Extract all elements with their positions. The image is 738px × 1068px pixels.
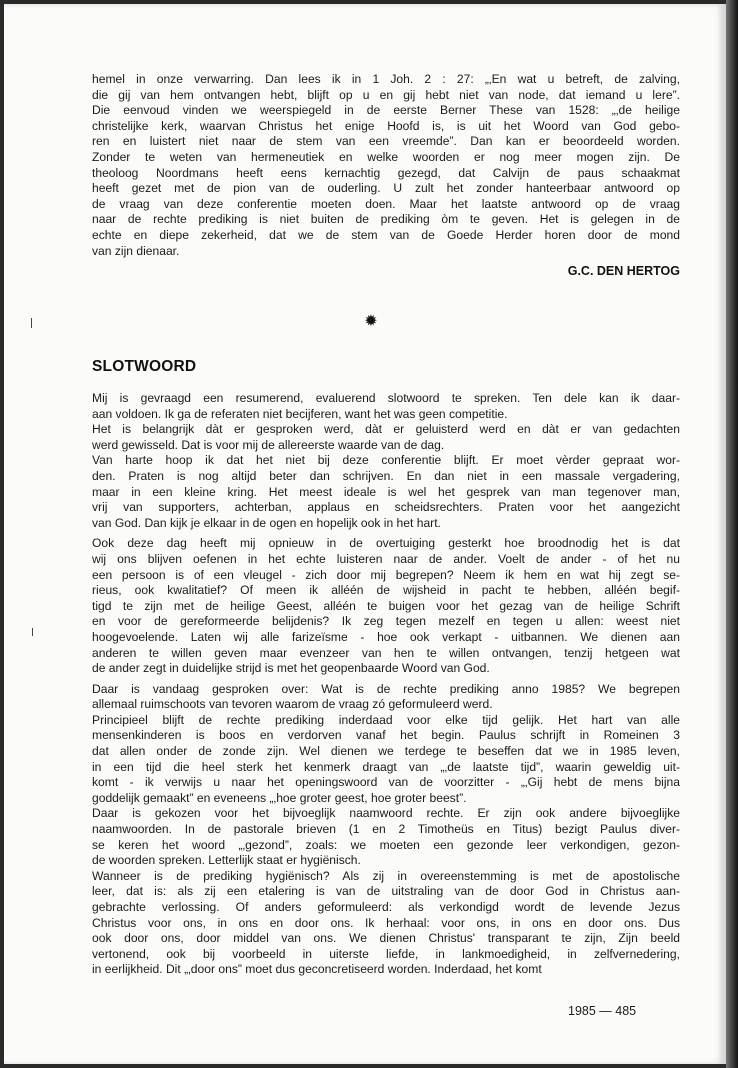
text-line: van zijn dienaar. [92, 243, 180, 258]
paragraph [92, 536, 680, 676]
text-line: Daar is gekozen voor het bijvoeglijk naamwoord rechte. Er zijn ook andere bijvoeglijke [92, 806, 680, 821]
text-line: en voor de gereformeerde belijdenis? Ik zeg tegen mezelf en tegen u allen: weest niet [92, 614, 680, 629]
margin-mark [32, 628, 33, 636]
text-line: anderen te willen geven maar evenzeer van hen te willen ontvangen, tenzij hetgeen wat [92, 645, 680, 660]
text-line: de woorden spreken. Letterlijk staat er hygiënisch. [92, 853, 361, 868]
paragraph [92, 453, 680, 531]
text-line: maar in een kleine kring. Het meest ideale is wel het gesprek van man tegenover man, [92, 484, 680, 499]
paragraph [92, 72, 680, 259]
paragraph [92, 682, 680, 713]
text-line: allemaal ruimschoots van tevoren waarom de vraag zó geformuleerd werd. [92, 697, 493, 712]
section-title: SLOTWOORD [92, 358, 197, 375]
page-number: 1985 — 485 [568, 1004, 637, 1018]
text-line: gebrachte verlossing. Of anders geformuleerd: als verkondigd wordt de levende Jezus [92, 900, 680, 914]
text-line: echte en diepe zekerheid, dat we de stem van de Goede Herder horen door de mond [92, 227, 680, 242]
text-line: Mij is gevraagd een resumerend, evaluerend slotwoord te spreken. Ten dele kan ik daar- [92, 391, 680, 405]
text-line: die gij van hem ontvangen hebt, blijft op u en gij hebt niet van node, dat iemand u lere”. [92, 87, 680, 102]
text-line: heeft gezet met de pion van de ouderling. U zult het zonder hanteerbaar antwoord op [92, 181, 680, 196]
paragraph [92, 869, 680, 978]
margin-mark [31, 318, 32, 328]
text-line: ook door ons, door middel van ons. We dienen Christus' transparant te zijn, Zijn beeld [92, 931, 680, 946]
paragraph [92, 713, 680, 807]
text-line: den. Praten is nog altijd beter dan schrijven. En dan niet in een massale vergadering, [92, 468, 680, 483]
text-line: christelijke kerk, waarvan Christus het enige Hoofd is, is uit het Woord van God gebo- [92, 118, 680, 133]
text-line: vertonend, ook bij voorbeeld in uiterste liefde, in lankmoedigheid, in zelfvernedering, [92, 946, 680, 961]
text-line: de ander zegt in duidelijke strijd is met het geopenbaarde Woord van God. [92, 661, 490, 676]
text-line: se keren het woord „‚gezond”, zoals: we moeten een gezonde leer verkondigen, gezon- [92, 837, 680, 852]
paragraph [92, 806, 680, 868]
text-line: in een tijd die heel sterk het kenmerk draagt van „‚de laatste tijd”, waarin geweldig uit- [92, 759, 680, 774]
text-line: Zonder te weten van hermeneutiek en welke woorden er nog meer mogen zijn. De [92, 149, 680, 164]
author-signature: G.C. DEN HERTOG [567, 264, 680, 278]
text-line: een persoon is of een vleugel - zich door mij begrepen? Neem ik hem en wat hij zegt se- [92, 567, 680, 582]
text-line: Wanneer is de prediking hygiënisch? Als zij in overeenstemming is met de apostolische [92, 868, 680, 883]
text-line: rieus, ook kwalitatief? Of meen ik alléén de wijsheid in pacht te hebben, alléén begif- [92, 583, 680, 598]
top-paragraph [92, 72, 680, 259]
text-line: leer, dat is: als zij een etalering is van de uitstraling van de door God in Christus aan- [92, 884, 680, 899]
text-line: naar de rechte prediking is niet buiten de prediking òm te geven. Het is gelegen in de [92, 212, 680, 227]
text-line: wij ons blijven oefenen in het echte luisteren naar de ander. Voelt de ander - of het nu [92, 551, 680, 566]
text-line: naamwoorden. In de pastorale brieven (1 en 2 Timotheüs en Titus) bezigt Paulus diver- [92, 822, 680, 837]
text-line: Christus voor ons, in ons en door ons. Ik herhaal: voor ons, in ons en door ons. Dus [92, 915, 680, 930]
text-line: Het is belangrijk dàt er gesproken werd, dàt er geluisterd werd en dàt er van gedachten [92, 422, 680, 437]
page-edge-shadow [726, 0, 738, 1068]
text-line: Die eenvoud vinden we weerspiegeld in de eerste Berner These van 1528: „‚de heilige [92, 103, 680, 118]
text-line: theoloog Noordmans heeft eens kernachtig gezegd, dat Calvijn de paus schaakmat [92, 165, 680, 180]
text-line: mensenkinderen is boos en verdorven vanaf het begin. Paulus schrijft in Romeinen 3 [92, 728, 680, 743]
text-line: van God. Dan kijk je elkaar in de ogen en hopelijk ook in het hart. [92, 515, 441, 530]
text-line: hemel in onze verwarring. Dan lees ik in 1 Joh. 2 : 27: „‚En wat u betreft, de zalving, [92, 72, 680, 86]
text-line: tigd te zijn met de heilige Geest, alléén te buigen voor het gezag van de heilige Schrift [92, 598, 680, 613]
asterism-icon: ✹ [364, 313, 378, 330]
text-line: Daar is vandaag gesproken over: Wat is de rechte prediking anno 1985? We begrepen [92, 681, 680, 696]
text-line: de vraag van deze conferentie moeten doen. Maar het laatste antwoord op de vraag [92, 196, 680, 211]
text-line: hoogevoelende. Laten wij alle farizeïsme - hoe ook verkapt - uitbannen. We dienen aan [92, 629, 680, 644]
text-line: Ook deze dag heeft mij opnieuw in de overtuiging gesterkt hoe broodnodig het is dat [92, 536, 680, 551]
paragraph [92, 422, 680, 453]
text-line: vrij van supporters, achterban, applaus en scheidsrechters. Praten voor het aangezicht [92, 500, 680, 515]
paragraph [92, 391, 680, 422]
text-line: dat allen onder de zonde zijn. Wel dienen we terdege te beseffen dat we in 1985 leven, [92, 744, 680, 759]
text-line: goddelijk gemaakt” en eveneens „‚hoe groter geest, hoe groter beest”. [92, 790, 467, 805]
main-text [92, 391, 680, 978]
text-line: aan voldoen. Ik ga de referaten niet becijferen, want het was geen competitie. [92, 406, 508, 421]
text-line: komt - ik verwijs u naar het openingswoord van de voorzitter - „‚Gij hebt de mens bijna [92, 775, 680, 790]
text-line: in eerlijkheid. Dit „‚door ons” moet dus geconcretiseerd worden. Inderdaad, het komt [92, 962, 542, 977]
text-line: ren en luistert niet naar de stem van een vreemde”. Dan kan er beoordeeld worden. [92, 134, 680, 149]
text-line: Van harte hoop ik dat het niet bij deze conferentie blijft. Er moet vèrder gepraat wor- [92, 453, 680, 468]
text-line: werd gewisseld. Dat is voor mij de allereerste waarde van de dag. [92, 437, 445, 452]
text-line: Principieel blijft de rechte prediking inderdaad voor elke tijd gelijk. Het hart van alle [92, 712, 680, 727]
